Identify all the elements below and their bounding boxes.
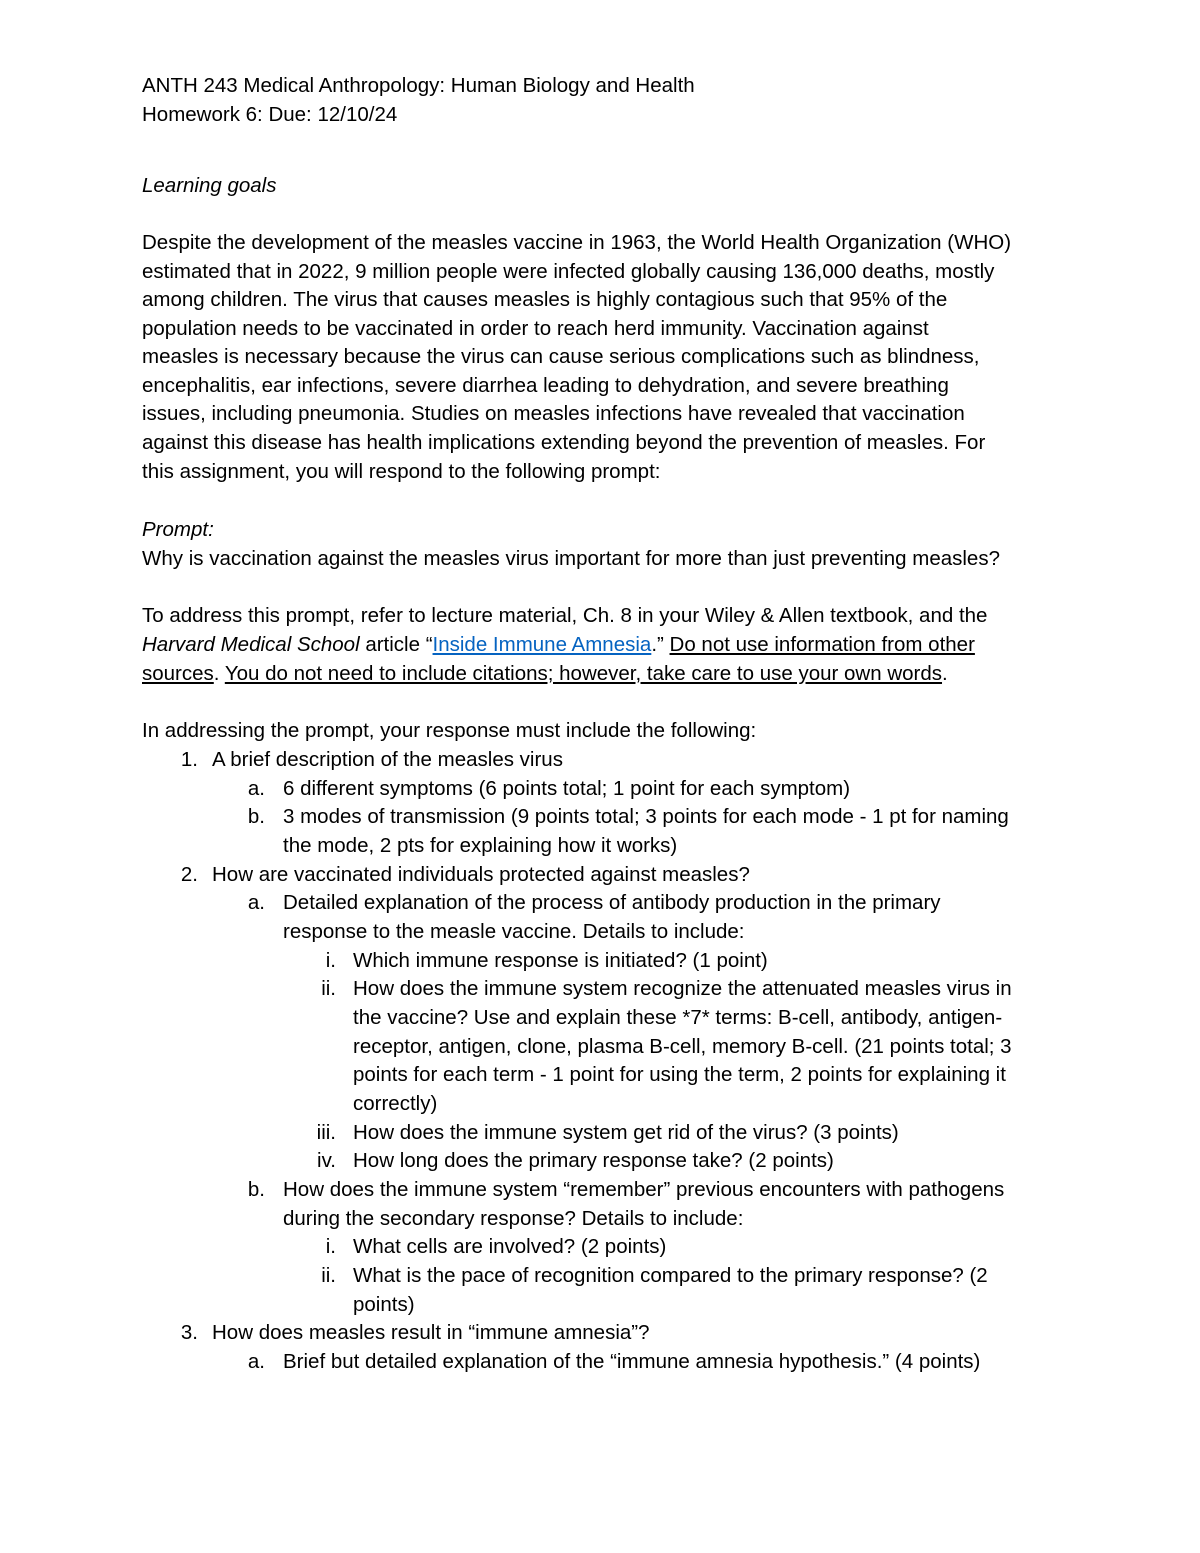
article-prefix: article “ [359, 633, 433, 656]
learning-goals-heading: Learning goals [142, 174, 277, 197]
list-item-continued: during the secondary response? Details to include: [283, 1207, 744, 1230]
list-item: Brief but detailed explanation of the “immune amnesia hypothesis.” (4 points) [283, 1350, 981, 1373]
list-item: How does the immune system “remember” previous encounters with pathogens [283, 1178, 1005, 1201]
instructions-line [142, 631, 975, 659]
intro-line: against this disease has health implications extending beyond the prevention of measles. For [142, 431, 986, 454]
warning-text: sources [142, 662, 214, 685]
intro-line: estimated that in 2022, 9 million people were infected globally causing 136,000 deaths, mostly [142, 260, 995, 283]
list-number: 1. [180, 748, 198, 771]
list-number: 2. [180, 863, 198, 886]
instructions-line: To address this prompt, refer to lecture material, Ch. 8 in your Wiley & Allen textbook, and the [142, 604, 988, 627]
article-suffix: .” [651, 633, 670, 656]
list-item: Which immune response is initiated? (1 point) [353, 949, 768, 972]
list-item: How does measles result in “immune amnesia”? [212, 1321, 650, 1344]
citation-note: You do not need to include citations; however, take care to use your own words [224, 662, 943, 685]
list-item: 6 different symptoms (6 points total; 1 point for each symptom) [283, 777, 851, 800]
source-name: Harvard Medical School [142, 633, 360, 656]
list-letter: a. [247, 891, 265, 914]
prompt-question: Why is vaccination against the measles virus important for more than just preventing measles? [142, 547, 1000, 570]
list-roman: i. [325, 1235, 336, 1258]
list-number: 3. [180, 1321, 198, 1344]
punctuation: . [942, 662, 948, 685]
list-item: 3 modes of transmission (9 points total; 3 points for each mode - 1 pt for naming [283, 805, 1009, 828]
course-title: ANTH 243 Medical Anthropology: Human Biology and Health [142, 74, 695, 97]
list-item: Detailed explanation of the process of antibody production in the primary [283, 891, 941, 914]
list-letter: b. [247, 1178, 265, 1201]
intro-line: Despite the development of the measles vaccine in 1963, the World Health Organization (WHO) [142, 231, 1012, 254]
list-item-continued: points) [353, 1293, 415, 1316]
list-item: What is the pace of recognition compared to the primary response? (2 [353, 1264, 988, 1287]
list-roman: i. [325, 949, 336, 972]
list-item-continued: the vaccine? Use and explain these *7* terms: B-cell, antibody, antigen- [353, 1006, 1003, 1029]
punctuation: . [213, 662, 220, 685]
article-link[interactable]: Inside Immune Amnesia [432, 633, 652, 656]
warning-text: Do not use information from other [669, 633, 975, 656]
list-item-continued: points for each term - 1 point for using the term, 2 points for explaining it [353, 1063, 1006, 1086]
list-roman: iv. [317, 1149, 336, 1172]
list-item: How does the immune system recognize the attenuated measles virus in [353, 977, 1012, 1000]
intro-line: measles is necessary because the virus can cause serious complications such as blindness, [142, 345, 980, 368]
intro-line: this assignment, you will respond to the following prompt: [142, 460, 661, 483]
intro-line: issues, including pneumonia. Studies on measles infections have revealed that vaccination [142, 402, 965, 425]
list-item-continued: receptor, antigen, clone, plasma B-cell, memory B-cell. (21 points total; 3 [353, 1035, 1012, 1058]
intro-line: among children. The virus that causes measles is highly contagious such that 95% of the [142, 288, 948, 311]
requirements-intro: In addressing the prompt, your response must include the following: [142, 719, 757, 742]
prompt-label: Prompt: [142, 518, 214, 541]
list-roman: ii. [321, 1264, 336, 1287]
intro-line: encephalitis, ear infections, severe diarrhea leading to dehydration, and severe breathing [142, 374, 949, 397]
list-item: How long does the primary response take? (2 points) [353, 1149, 834, 1172]
list-roman: ii. [321, 977, 336, 1000]
list-item: How does the immune system get rid of the virus? (3 points) [353, 1121, 899, 1144]
list-item: How are vaccinated individuals protected against measles? [212, 863, 750, 886]
instructions-line [142, 660, 948, 688]
list-letter: a. [247, 1350, 265, 1373]
list-item-continued: correctly) [353, 1092, 438, 1115]
list-letter: a. [247, 777, 265, 800]
intro-line: population needs to be vaccinated in order to reach herd immunity. Vaccination against [142, 317, 929, 340]
list-item: A brief description of the measles virus [212, 748, 563, 771]
homework-due: Homework 6: Due: 12/10/24 [142, 103, 398, 126]
list-roman: iii. [316, 1121, 336, 1144]
list-item: What cells are involved? (2 points) [353, 1235, 667, 1258]
list-item-continued: response to the measle vaccine. Details to include: [283, 920, 745, 943]
list-item-continued: the mode, 2 pts for explaining how it works) [283, 834, 678, 857]
list-letter: b. [247, 805, 265, 828]
